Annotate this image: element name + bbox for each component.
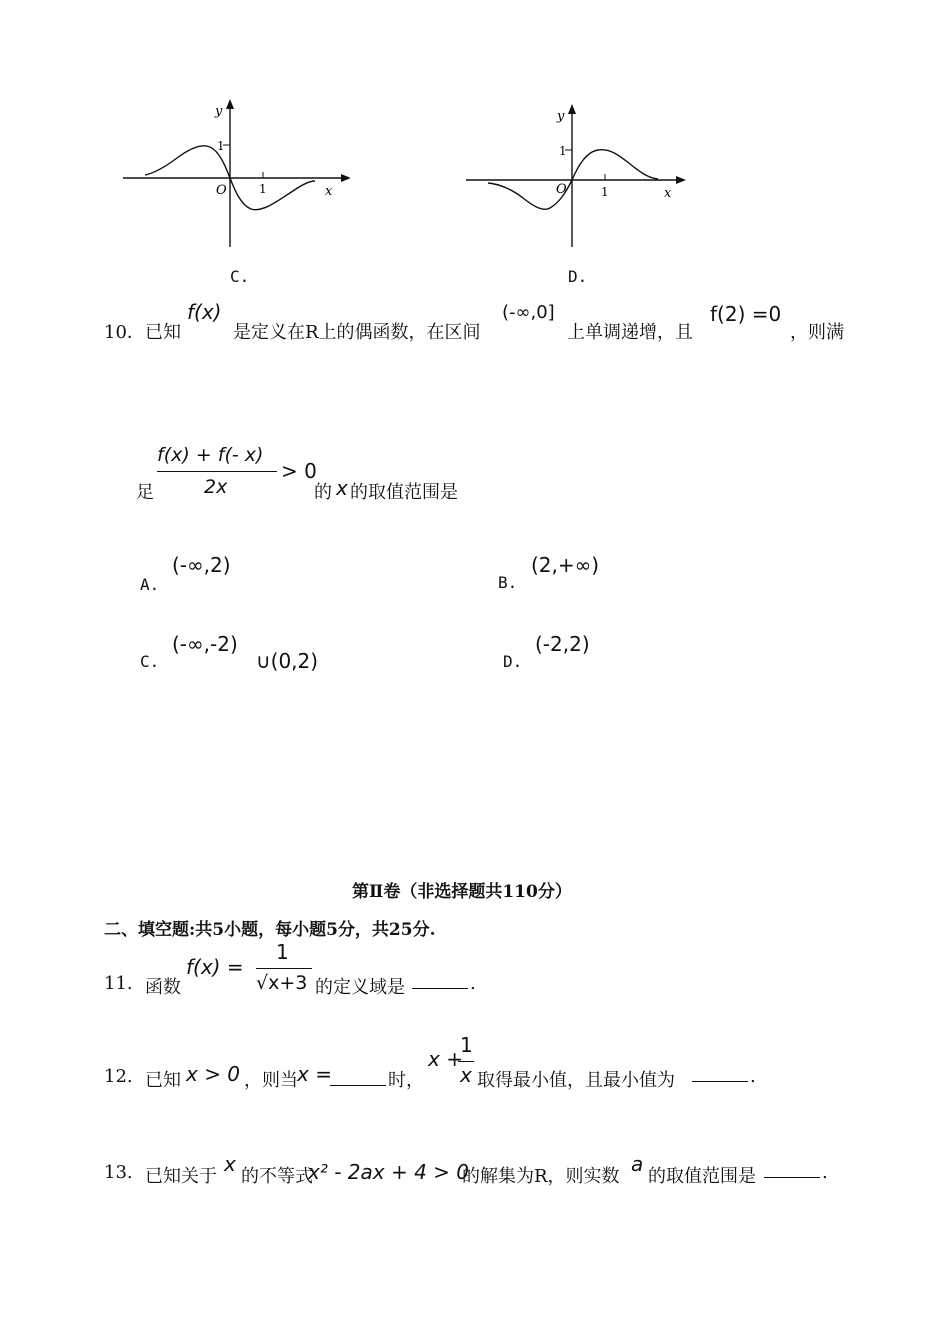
q12-text-4: 取得最小值，且最小值为 (477, 1070, 675, 1091)
q11-answer-area (410, 973, 476, 994)
option-c-label: C. (140, 652, 160, 671)
q11-frac-num: 1 (276, 940, 289, 964)
origin-label: O (216, 183, 227, 198)
q10-frac-bar (157, 471, 277, 472)
q13-text-2: 的不等式 (241, 1166, 313, 1187)
section-title: 第Ⅱ卷（非选择题共110分） (352, 882, 572, 902)
q12-frac-den: x (460, 1063, 472, 1087)
q11-text-2: 的定义域是 (315, 977, 405, 998)
graph-d (458, 100, 693, 255)
q12-blank-1[interactable] (330, 1084, 386, 1086)
q10-frac-den: 2x (204, 476, 228, 498)
q11-frac-den: √x+3 (256, 972, 308, 994)
x-axis-arrow (341, 174, 350, 182)
q12-number: 12. (104, 1066, 133, 1087)
q12-blank-2[interactable] (692, 1080, 748, 1082)
graph-c (115, 95, 350, 255)
option-b-label: B. (498, 573, 518, 592)
q13-text-4: 的取值范围是 (648, 1166, 756, 1187)
q10-number: 10． (104, 322, 145, 343)
q10-frac-rel: > 0 (281, 459, 317, 483)
x-tick-label: 1 (259, 182, 267, 196)
q13-text-1: 已知关于 (145, 1166, 217, 1187)
q11-number: 11. (104, 973, 133, 994)
q10-text-4: ，则满 (790, 322, 844, 343)
y-axis-arrow (568, 104, 576, 114)
y-tick-label: 1 (217, 139, 225, 153)
q10-fx: f(x) (187, 300, 222, 324)
q12-answer-2 (690, 1066, 756, 1087)
x-tick-label: 1 (601, 185, 609, 199)
graph-d-label: D. (568, 267, 588, 286)
option-d-value: (-2,2) (535, 632, 590, 656)
option-d-label: D. (503, 652, 523, 671)
q12-text-2: ，则当 (244, 1070, 298, 1091)
y-axis-label: y (557, 109, 565, 124)
q11-text-1: 函数 (145, 977, 181, 998)
q10-text-3: 上单调递增，且 (567, 322, 693, 343)
y-axis-arrow (226, 99, 234, 109)
q10-f2: f(2) =0 (710, 302, 782, 326)
q11-lhs: f(x) = (186, 955, 244, 979)
y-axis-label: y (215, 104, 223, 119)
x-axis-label: x (664, 186, 672, 201)
q10-var: x (336, 476, 348, 500)
q13-inequality: x² - 2ax + 4 > 0 (308, 1160, 469, 1184)
q13-var: x (224, 1152, 236, 1176)
q12-expr: x + (428, 1047, 463, 1071)
q12-text-3: 时， (388, 1070, 424, 1091)
q12-eq: x = (297, 1062, 332, 1086)
q13-answer-area (762, 1162, 828, 1183)
q10-frac-num: f(x) + f(- x) (157, 444, 264, 466)
graph-c-label: C. (230, 267, 250, 286)
q10-text-5: 足 (136, 482, 154, 503)
q11-end: . (470, 973, 476, 994)
origin-label: O (556, 182, 567, 197)
section-heading: 二、填空题:共5小题，每小题5分，共25分. (104, 920, 436, 940)
q12-frac-num: 1 (460, 1033, 473, 1057)
q13-var-a: a (631, 1152, 644, 1176)
q10-text-2: 是定义在R上的偶函数，在区间 (233, 322, 481, 343)
q12-end: . (750, 1066, 756, 1087)
x-axis-arrow (676, 176, 686, 184)
x-axis-label: x (325, 184, 333, 199)
q13-number: 13. (104, 1162, 133, 1183)
q11-frac-bar (256, 968, 312, 969)
option-c-value: (-∞,-2) (172, 632, 238, 656)
option-b-value: (2,+∞) (531, 553, 600, 577)
q10-text-7: 的取值范围是 (350, 482, 458, 503)
q13-text-3: 的解集为R，则实数 (462, 1166, 620, 1187)
q12-frac-bar (458, 1061, 474, 1062)
option-c-extra: ∪(0,2) (256, 649, 319, 673)
q11-blank[interactable] (412, 987, 468, 989)
option-a-value: (-∞,2) (172, 553, 231, 577)
option-a-label: A. (140, 575, 160, 594)
q10-text-6: 的 (314, 482, 332, 503)
q13-end: . (822, 1162, 828, 1183)
q13-blank[interactable] (764, 1176, 820, 1178)
q10-interval: (-∞,0] (502, 302, 555, 323)
q12-cond: x > 0 (186, 1062, 241, 1086)
q10-text-1: 已知 (145, 322, 181, 343)
y-tick-label: 1 (559, 144, 567, 158)
q12-answer-1 (328, 1066, 424, 1092)
q12-text-1: 已知 (145, 1070, 181, 1091)
